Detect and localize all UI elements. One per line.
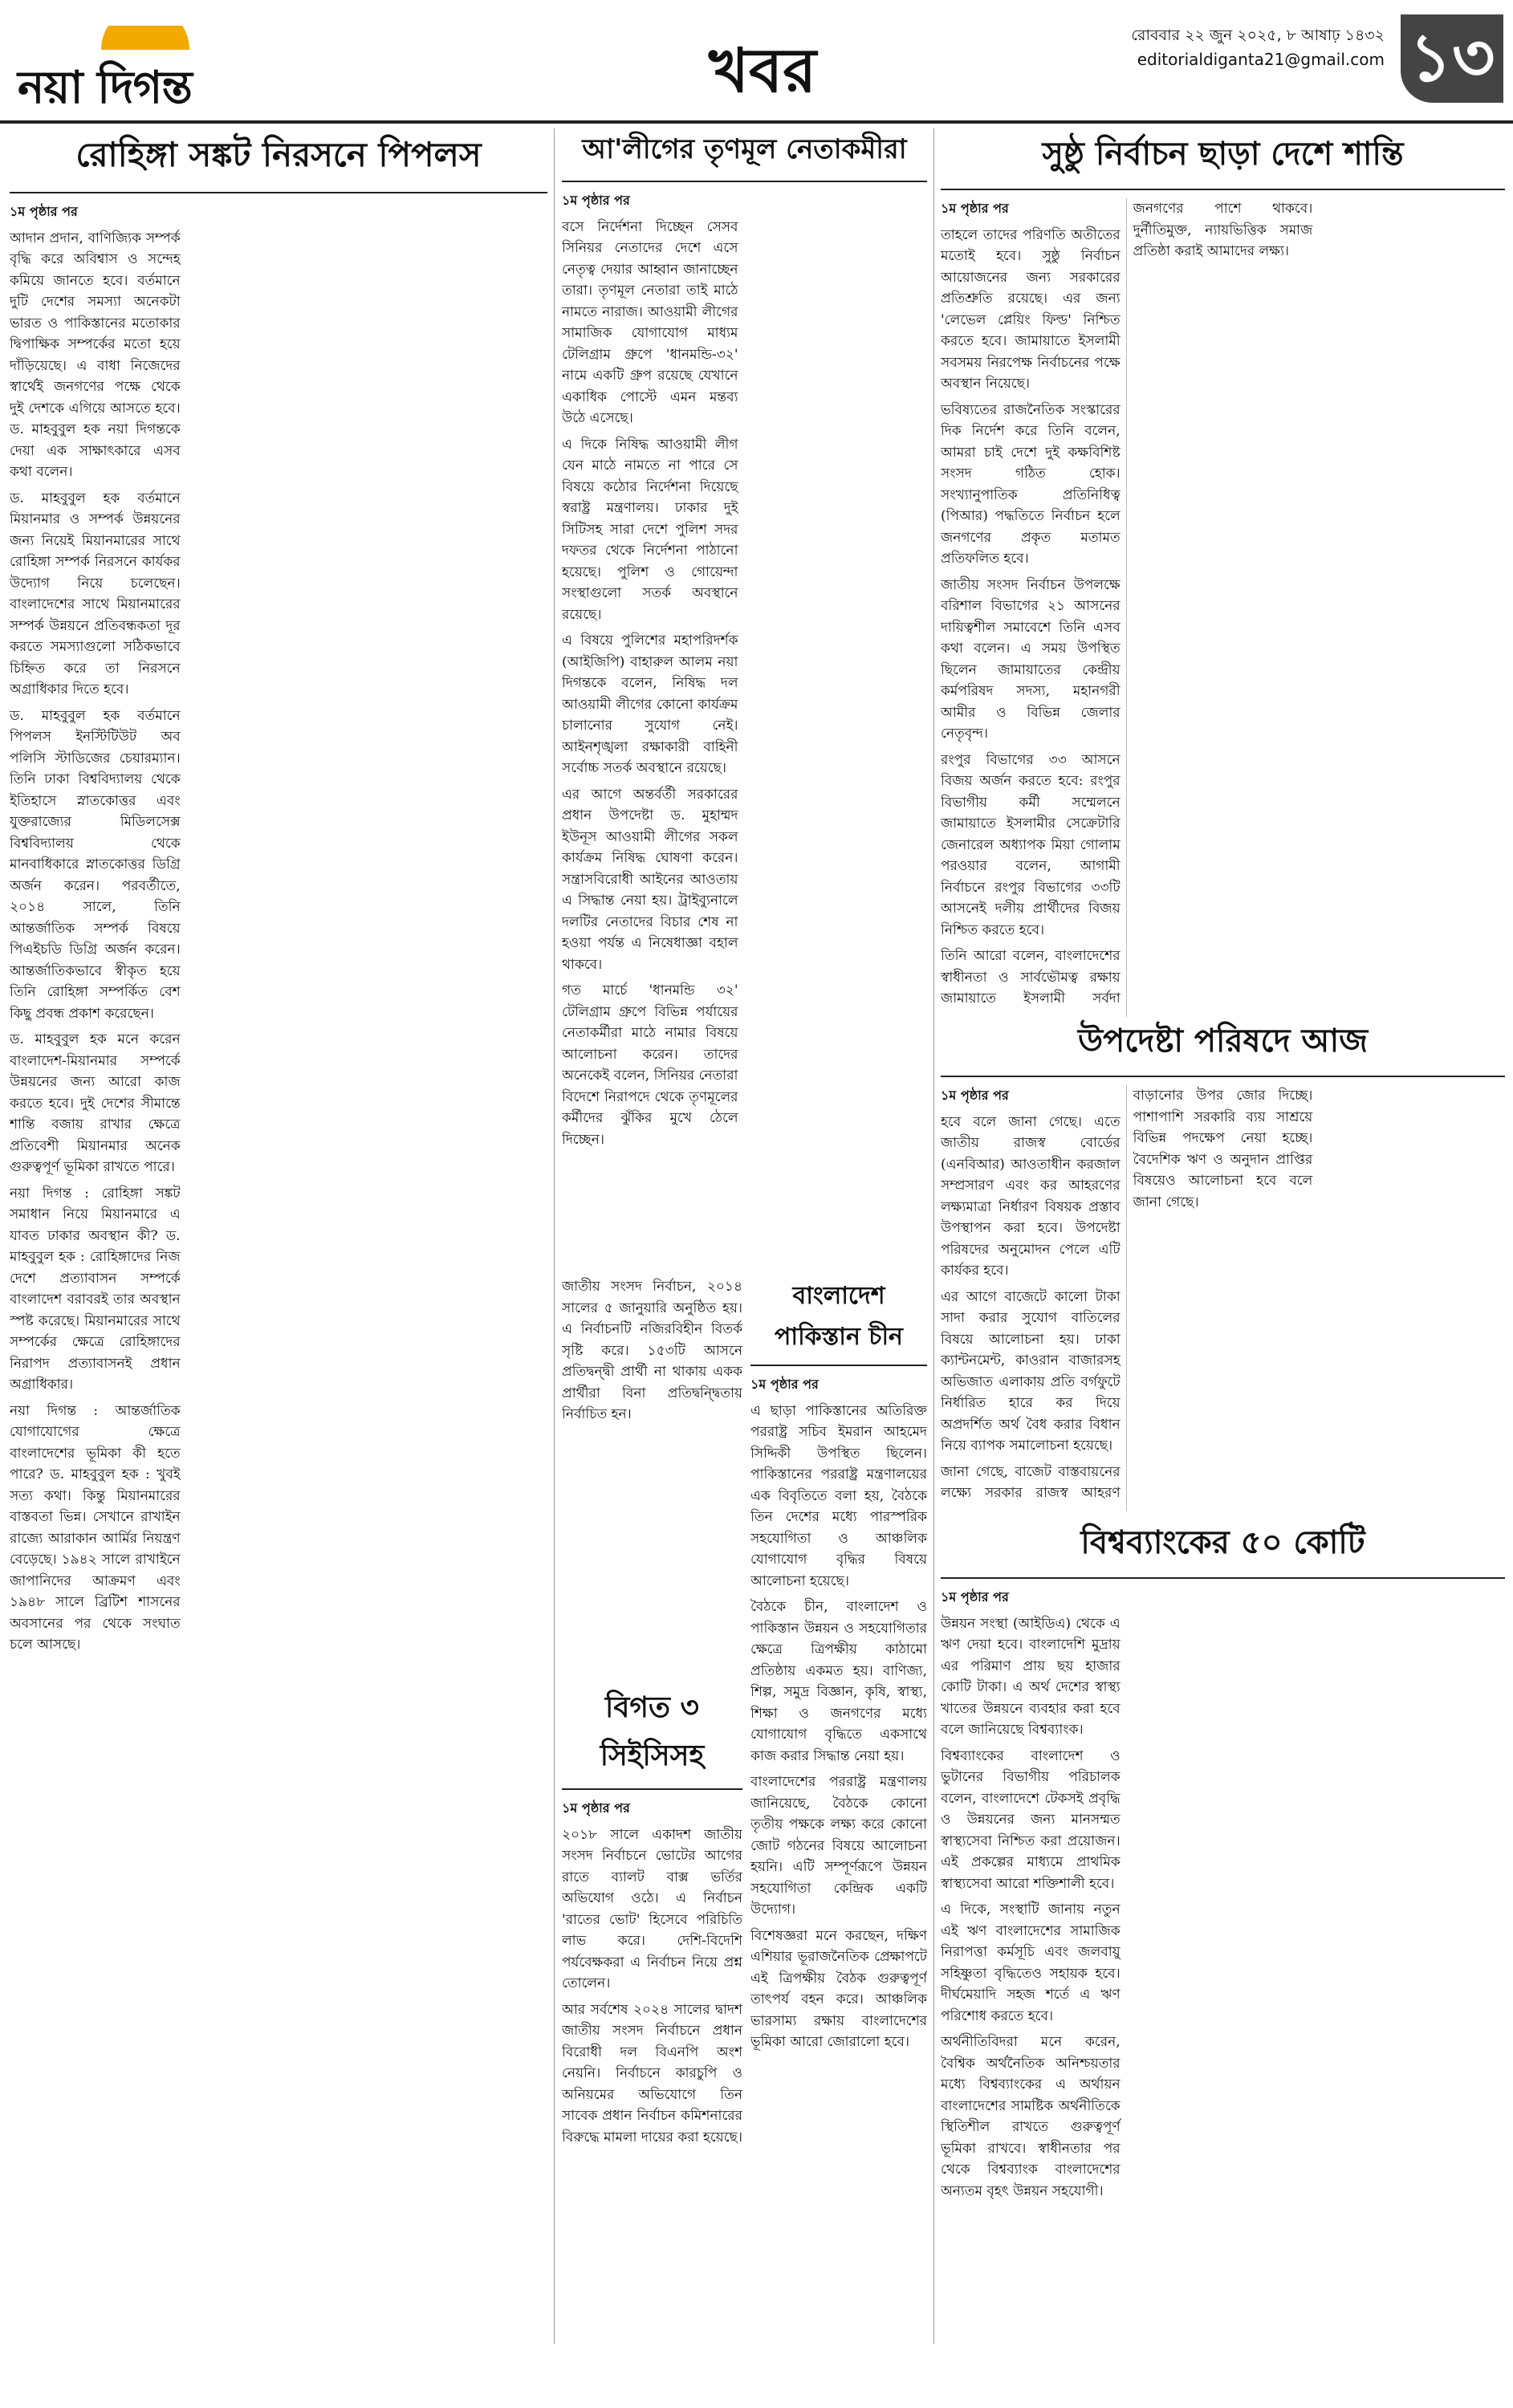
article-worldbank (941, 1517, 1505, 2344)
paragraph: ড. মাহবুবুল হক মনে করেন বাংলাদেশ-মিয়ানমার সম্পর্কে উন্নয়নের জন্য আরো কাজ করতে হবে। দুই দেশের সীমান্তে শান্তি বজায় রাখার ক্ষেত্রে প্রতিবেশী মিয়ানমার অনেক গুরুত্বপূর্ণ ভূমিকা রাখতে পারে। (10, 1031, 181, 1175)
paragraph: এ দিকে নিষিদ্ধ আওয়ামী লীগ যেন মাঠে নামতে না পারে সে বিষয়ে কঠোর নির্দেশনা দিয়েছে স্বরাষ্ট্র মন্ত্রণালয়। ঢাকার দুই সিটিসহ সারা দেশে পুলিশ সদর দফতর থেকে নির্দেশনা পাঠানো হয়েছে। পুলিশ ও গোয়েন্দা সংস্থাগুলো সতর্ক অবস্থানে রয়েছে। (562, 436, 738, 623)
paragraph: জানা গেছে, বাজেট বাস্তবায়নের লক্ষ্যে সরকার রাজস্ব আহরণ বাড়ানোর উপর জোর দিচ্ছে। পাশাপাশি সরকারি ব্যয় সাশ্রয়ে বিভিন্ন পদক্ষেপ নেয়া হচ্ছে। বৈদেশিক ঋণ ও অনুদান প্রাপ্তির বিষয়েও আলোচনা হবে বলে জানা গেছে। (941, 1088, 1313, 1501)
paragraph: এ বিষয়ে পুলিশের মহাপরিদর্শক (আইজিপি) বাহারুল আলম নয়া দিগন্তকে বলেন, নিষিদ্ধ দল আওয়ামী লীগের কোনো কার্যক্রম চালানোর সুযোগ নেই। আইনশৃঙ্খলা রক্ষাকারী বাহিনী সর্বোচ্চ সতর্ক অবস্থানে রয়েছে। (562, 633, 738, 776)
sun-logo-icon (85, 26, 205, 50)
paragraph: জাতীয় সংসদ নির্বাচন উপলক্ষে বরিশাল বিভাগের ২১ আসনের দায়িত্বশীল সমাবেশে তিনি এসব কথা বলেন। এ সময় উপস্থিত ছিলেন জামায়াতের কেন্দ্রীয় কর্মপরিষদ সদস্য, মহানগরী আমীর ও বিভিন্ন জেলার নেতৃবৃন্দ। (941, 576, 1121, 742)
paragraph: এর আগে বাজেটে কালো টাকা সাদা করার সুযোগ বাতিলের বিষয়ে আলোচনা হয়। ঢাকা ক্যান্টনমেন্ট, কাওরান বাজারসহ অভিজাত এলাকায় প্রতি বর্গফুটে নির্ধারিত হারে কর দিয়ে অপ্রদর্শিত অর্থ বৈধ করার বিধান নিয়ে ব্যাপক সমালোচনা হয়েছে। (941, 1288, 1121, 1454)
paragraph: নয়া দিগন্ত : রোহিঙ্গা সঙ্কট সমাধান নিয়ে মিয়ানমারে এ যাবত ঢাকার অবস্থান কী? ড. মাহবুবুল হক : রোহিঙ্গাদের নিজ দেশে প্রত্যাবাসন সম্পর্কে বাংলাদেশ বরাবরই তার অবস্থান স্পষ্ট করেছে। মিয়ানমারের সাথে সম্পর্কের ক্ষেত্রে রোহিঙ্গাদের নিরাপদ প্রত্যাবাসনই প্রধান অগ্রাধিকার। (10, 1185, 181, 1393)
paragraph: ২০১৮ সালে একাদশ জাতীয় সংসদ নির্বাচনে ভোটের আগের রাতে ব্যালট বাক্স ভর্তির অভিযোগ ওঠে। এ নির্বাচন 'রাতের ভোট' হিসেবে পরিচিতি লাভ করে। দেশি-বিদেশি পর্যবেক্ষকরা এ নির্বাচন নিয়ে প্রশ্ন তোলেন। (562, 1826, 742, 1991)
paragraph: আদান প্রদান, বাণিজ্যিক সম্পর্ক বৃদ্ধি করে অবিশ্বাস ও সন্দেহ কমিয়ে জানতে হবে। বর্তমানে দুটি দেশের সমস্যা অনেকটা ভারত ও পাকিস্তানের মতোকার দ্বিপাক্ষিক সম্পর্কের মতো হয়ে দাঁড়িয়েছে। এ বাধা নিজেদের স্বার্থেই জনগণের পক্ষে থেকে দুই দেশকে এগিয়ে আসতে হবে। ড. মাহবুবুল হক নয়া দিগন্তকে দেয়া এক সাক্ষাৎকারে এসব কথা বলেন। (10, 230, 181, 480)
paragraph: বৈঠকে চীন, বাংলাদেশ ও পাকিস্তান উন্নয়ন ও সহযোগিতার ক্ষেত্রে ত্রিপক্ষীয় কাঠামো প্রতিষ্ঠায় একমত হয়। বাণিজ্য, শিল্প, সমুদ্র বিজ্ঞান, কৃষি, স্বাস্থ্য, শিক্ষা ও জনগণের মধ্যে যোগাযোগ বৃদ্ধিতে একসাথে কাজ করার সিদ্ধান্ত নেয়া হয়। (750, 1599, 927, 1764)
column-divider (933, 128, 934, 2344)
paragraph: রংপুর বিভাগের ৩৩ আসনে বিজয় অর্জন করতে হবে: রংপুর বিভাগীয় কর্মী সম্মেলনে জামায়াতে ইসলামীর সেক্রেটারি জেনারেল অধ্যাপক মিয়া গোলাম পরওয়ার বলেন, আগামী নির্বাচনে রংপুর বিভাগের ৩৩টি আসনেই দলীয় প্রার্থীদের বিজয় নিশ্চিত করতে হবে। (941, 751, 1121, 938)
paragraph: বসে নির্দেশনা দিচ্ছেন সেসব সিনিয়র নেতাদের দেশে এসে নেতৃত্ব দেয়ার আহ্বান জানাচ্ছেন তারা। তৃণমূল নেতারা তাই মাঠে নামতে নারাজ। আওয়ামী লীগের সামাজিক যোগাযোগ মাধ্যম টেলিগ্রাম গ্রুপে 'ধানমন্ডি-৩২' নামে একটি গ্রুপ রয়েছে যেখানে একাধিক পোস্টে এমন মন্তব্য উঠে এসেছে। (562, 218, 738, 426)
headline-worldbank: বিশ্বব্যাংকের ৫০ কোটি (941, 1517, 1505, 1579)
article-awami (562, 128, 927, 1268)
paragraph: তাহলে তাদের পরিণতি অতীতের মতোই হবে। সুষ্ঠু নির্বাচন আয়োজনের জন্য সরকারের প্রতিশ্রুতি রয়েছে। এর জন্য 'লেভেল প্লেয়িং ফিল্ড' নিশ্চিত করতে হবে। জামায়াতে ইসলামী সবসময় নিরপেক্ষ নির্বাচনের পক্ষে অবস্থান নিয়েছে। (941, 226, 1121, 392)
paragraph: অর্থনীতিবিদরা মনে করেন, বৈশ্বিক অর্থনৈতিক অনিশ্চয়তার মধ্যে বিশ্বব্যাংকের এ অর্থায়ন বাংলাদেশের সামষ্টিক অর্থনীতিকে স্থিতিশীল রাখতে গুরুত্বপূর্ণ ভূমিকা রাখবে। স্বাধীনতার পর থেকে বিশ্বব্যাংক বাংলাদেশের অন্যতম বৃহৎ উন্নয়ন সহযোগী। (941, 2034, 1121, 2199)
continued-label: ১ম পৃষ্ঠার পর (562, 193, 630, 208)
masthead (0, 0, 1513, 124)
section-title: খবর (708, 35, 816, 106)
paragraph: ড. মাহবুবুল হক বর্তমানে পিপলস ইনস্টিটিউট অব পলিসি স্টাডিজের চেয়ারম্যান। তিনি ঢাকা বিশ্ববিদ্যালয় থেকে ইতিহাসে স্নাতকোত্তর এবং যুক্তরাজ্যের মিডিলসেক্স বিশ্ববিদ্যালয় থেকে মানবাধিকারে স্নাতকোত্তর ডিগ্রি অর্জন করেন। পরবর্তীতে, ২০১৪ সালে, তিনি আন্তর্জাতিক সম্পর্ক বিষয়ে পিএইচডি ডিগ্রি অর্জন করেন। আন্তর্জাতিকভাবে স্বীকৃত হয়ে তিনি রোহিঙ্গা সম্পর্কিত বেশ কিছু প্রবন্ধ প্রকাশ করেছেন। (10, 707, 181, 1022)
headline-pakistan: বাংলাদেশ পাকিস্তান চীন (750, 1276, 927, 1366)
paragraph: হবে বলে জানা গেছে। এতে জাতীয় রাজস্ব বোর্ডের (এনবিআর) আওতাধীন করজাল সম্প্রসারণ এবং কর আহরণের লক্ষ্যমাত্রা নির্ধারণ বিষয়ক প্রস্তাব উপস্থাপন করা হবে। উপদেষ্টা পরিষদের অনুমোদন পেলে এটি কার্যকর হবে। (941, 1113, 1121, 1279)
article-election (941, 128, 1505, 1007)
paragraph: নয়া দিগন্ত : আন্তর্জাতিক যোগাযোগের ক্ষেত্রে বাংলাদেশের ভূমিকা কী হতে পারে? ড. মাহবুবুল হক : খুবই সত্য কথা। কিন্তু মিয়ানমারের বাস্তবতা ভিন্ন। সেখানে রাখাইন রাজ্যে আরাকান আর্মির নিয়ন্ত্রণ বেড়েছে। ১৯৪২ সালে রাখাইনে জাপানিদের আক্রমণ এবং ১৯৪৮ সালে ব্রিটিশ শাসনের অবসানের পর থেকে সংঘাত চলে আসছে। (10, 1402, 181, 1653)
continued-label: ১ম পৃষ্ঠার পর (750, 1377, 819, 1392)
body-awami (562, 190, 927, 1282)
body-advisers (941, 1085, 1505, 1511)
body-worldbank (941, 1587, 1505, 2357)
continued-label: ১ম পৃষ্ঠার পর (10, 204, 78, 219)
paragraph: গত মার্চে 'ধানমন্ডি ৩২' টেলিগ্রাম গ্রুপে বিভিন্ন পর্যায়ের নেতাকর্মীরা মাঠে নামার বিষয়ে আলোচনা করেন। তাদের অনেকেই বলেন, সিনিয়র নেতারা বিদেশে নিরাপদে থেকে তৃণমূলের কর্মীদের ঝুঁকির মুখে ঠেলে দিচ্ছেন। (562, 982, 738, 1148)
editorial-email: editorialdiganta21@gmail.com (1137, 50, 1385, 69)
body-rohingya (10, 201, 547, 2361)
page-number: ১৩ (1401, 14, 1503, 103)
body-pakistan (750, 1374, 927, 2369)
paragraph: বিশেষজ্ঞরা মনে করছেন, দক্ষিণ এশিয়ার ভূরাজনৈতিক প্রেক্ষাপটে এই ত্রিপক্ষীয় বৈঠক গুরুত্বপূর্ণ তাৎপর্য বহন করে। আঞ্চলিক ভারসাম্য রক্ষায় বাংলাদেশের ভূমিকা আরো জোরালো হবে। (750, 1927, 927, 2050)
paragraph: ড. মাহবুবুল হক বর্তমানে মিয়ানমার ও সম্পর্ক উন্নয়নের জন্য নিয়েই মিয়ানমারের সাথে রোহিঙ্গা সম্পর্ক নিরসনে কার্যকর উদ্যোগ নিয়ে চলেছেন। বাংলাদেশের সাথে মিয়ানমারের সম্পর্ক উন্নয়নে প্রতিবন্ধকতা দূর করতে সমস্যাগুলো সঠিকভাবে চিহ্নিত করে তা নিরসনে অগ্রাধিকার দিতে হবে। (10, 490, 181, 698)
paragraph: উন্নয়ন সংস্থা (আইডিএ) থেকে এ ঋণ দেয়া হবে। বাংলাদেশি মুদ্রায় এর পরিমাণ প্রায় ছয় হাজার কোটি টাকা। এ অর্থ দেশের স্বাস্থ্য খাতের উন্নয়নে ব্যবহার করা হবে বলে জানিয়েছে বিশ্বব্যাংক। (941, 1615, 1121, 1738)
body-election (941, 198, 1505, 1017)
column-divider (554, 128, 555, 2344)
continued-label: ১ম পৃষ্ঠার পর (562, 1800, 630, 1816)
paragraph: আর সর্বশেষ ২০২৪ সালের দ্বাদশ জাতীয় সংসদ নির্বাচনে প্রধান বিরোধী দল বিএনপি অংশ নেয়নি। নির্বাচনে কারচুপি ও অনিয়মের অভিযোগে তিন সাবেক প্রধান নির্বাচন কমিশনারের বিরুদ্ধে মামলা দায়ের করা হয়েছে। (562, 2001, 742, 2146)
paragraph: বাংলাদেশের পররাষ্ট্র মন্ত্রণালয় জানিয়েছে, বৈঠকে কোনো তৃতীয় পক্ষকে লক্ষ্য করে কোনো জোট গঠনের বিষয়ে আলোচনা হয়নি। এটি সম্পূর্ণরূপে উন্নয়ন সহযোগিতা কেন্দ্রিক একটি উদ্যোগ। (750, 1774, 927, 1918)
paragraph: জাতীয় সংসদ নির্বাচন, ২০১৪ সালের ৫ জানুয়ারি অনুষ্ঠিত হয়। এ নির্বাচনটি নজিরবিহীন বিতর্ক সৃষ্টি করে। ১৫৩টি আসনে প্রতিদ্বন্দ্বী প্রার্থী না থাকায় একক প্রার্থীরা বিনা প্রতিদ্বন্দ্বিতায় নির্বাচিত হন। (562, 1279, 742, 1422)
paragraph: এর আগে অন্তর্বর্তী সরকারের প্রধান উপদেষ্টা ড. মুহাম্মদ ইউনূস আওয়ামী লীগের সকল কার্যক্রম নিষিদ্ধ ঘোষণা করেন। সন্ত্রাসবিরোধী আইনের আওতায় এ সিদ্ধান্ত নেয়া হয়। ট্রাইব্যুনালে দলটির নেতাদের বিচার শেষ না হওয়া পর্যন্ত এ নিষেধাজ্ঞা বহাল থাকবে। (562, 786, 738, 973)
headline-awami: আ'লীগের তৃণমূল নেতাকমীরা (562, 128, 927, 182)
headline-election: সুষ্ঠু নির্বাচন ছাড়া দেশে শান্তি (941, 128, 1505, 190)
paragraph: এ ছাড়া পাকিস্তানের অতিরিক্ত পররাষ্ট্র সচিব ইমরান আহমেদ সিদ্দিকী উপস্থিত ছিলেন। পাকিস্তানের পররাষ্ট্র মন্ত্রণালয়ের এক বিবৃতিতে বলা হয়, বৈঠকে তিন দেশের মধ্যে পারস্পরিক সহযোগিতা ও আঞ্চলিক যোগাযোগ বৃদ্ধির বিষয়ে আলোচনা হয়েছে। (750, 1402, 927, 1589)
continued-label: ১ম পৃষ্ঠার পর (941, 1088, 1009, 1103)
paragraph: ভবিষ্যতের রাজনৈতিক সংস্কারের দিক নির্দেশ করে তিনি বলেন, আমরা চাই দেশে দুই কক্ষবিশিষ্ট সংসদ গঠিত হোক। সংখ্যানুপাতিক প্রতিনিধিত্ব (পিআর) পদ্ধতিতে নির্বাচন হলে জনগণের প্রকৃত মতামত প্রতিফলিত হবে। (941, 401, 1121, 567)
paragraph: তিনি আরো বলেন, বাংলাদেশের স্বাধীনতা ও সার্বভৌমত্ব রক্ষায় জামায়াতে ইসলামী সর্বদা জনগণের পাশে থাকবে। দুর্নীতিমুক্ত, ন্যায়ভিত্তিক সমাজ প্রতিষ্ঠা করাই আমাদের লক্ষ্য। (941, 201, 1313, 1007)
body-cec-top (562, 1276, 742, 1678)
dateline: রোববার ২২ জুন ২০২৫, ৮ আষাঢ় ১৪৩২ (1131, 26, 1385, 44)
continued-label: ১ম পৃষ্ঠার পর (941, 1589, 1009, 1605)
article-advisers (941, 1015, 1505, 1501)
article-pakistan (750, 1276, 927, 2344)
article-cec (562, 1276, 742, 2344)
continued-label: ১ম পৃষ্ঠার পর (941, 201, 1009, 216)
paragraph: বিশ্বব্যাংকের বাংলাদেশ ও ভুটানের বিভাগীয় পরিচালক বলেন, বাংলাদেশে টেকসই প্রবৃদ্ধি ও উন্নয়নের জন্য মানসম্মত স্বাস্থ্যসেবা নিশ্চিত করা প্রয়োজন। এই প্রকল্পের মাধ্যমে প্রাথমিক স্বাস্থ্যসেবা আরো শক্তিশালী হবে। (941, 1747, 1121, 1892)
body-cec (562, 1798, 742, 2408)
headline-rohingya: রোহিঙ্গা সঙ্কট নিরসনে পিপলস (10, 128, 547, 193)
logo (11, 26, 276, 114)
headline-advisers: উপদেষ্টা পরিষদে আজ (941, 1015, 1505, 1077)
paragraph: এ দিকে, সংস্থাটি জানায় নতুন এই ঋণ বাংলাদেশের সামাজিক নিরাপত্তা কর্মসূচি এবং জলবায়ু সহিষ্ণুতা বৃদ্ধিতেও সহায়ক হবে। দীর্ঘমেয়াদি সহজ শর্তে এ ঋণ পরিশোধ করতে হবে। (941, 1902, 1121, 2024)
article-rohingya (10, 128, 547, 2344)
headline-cec: বিগত ৩ সিইসিসহ (562, 1686, 742, 1790)
logo-text: নয়া দিগন্ত (18, 62, 192, 114)
